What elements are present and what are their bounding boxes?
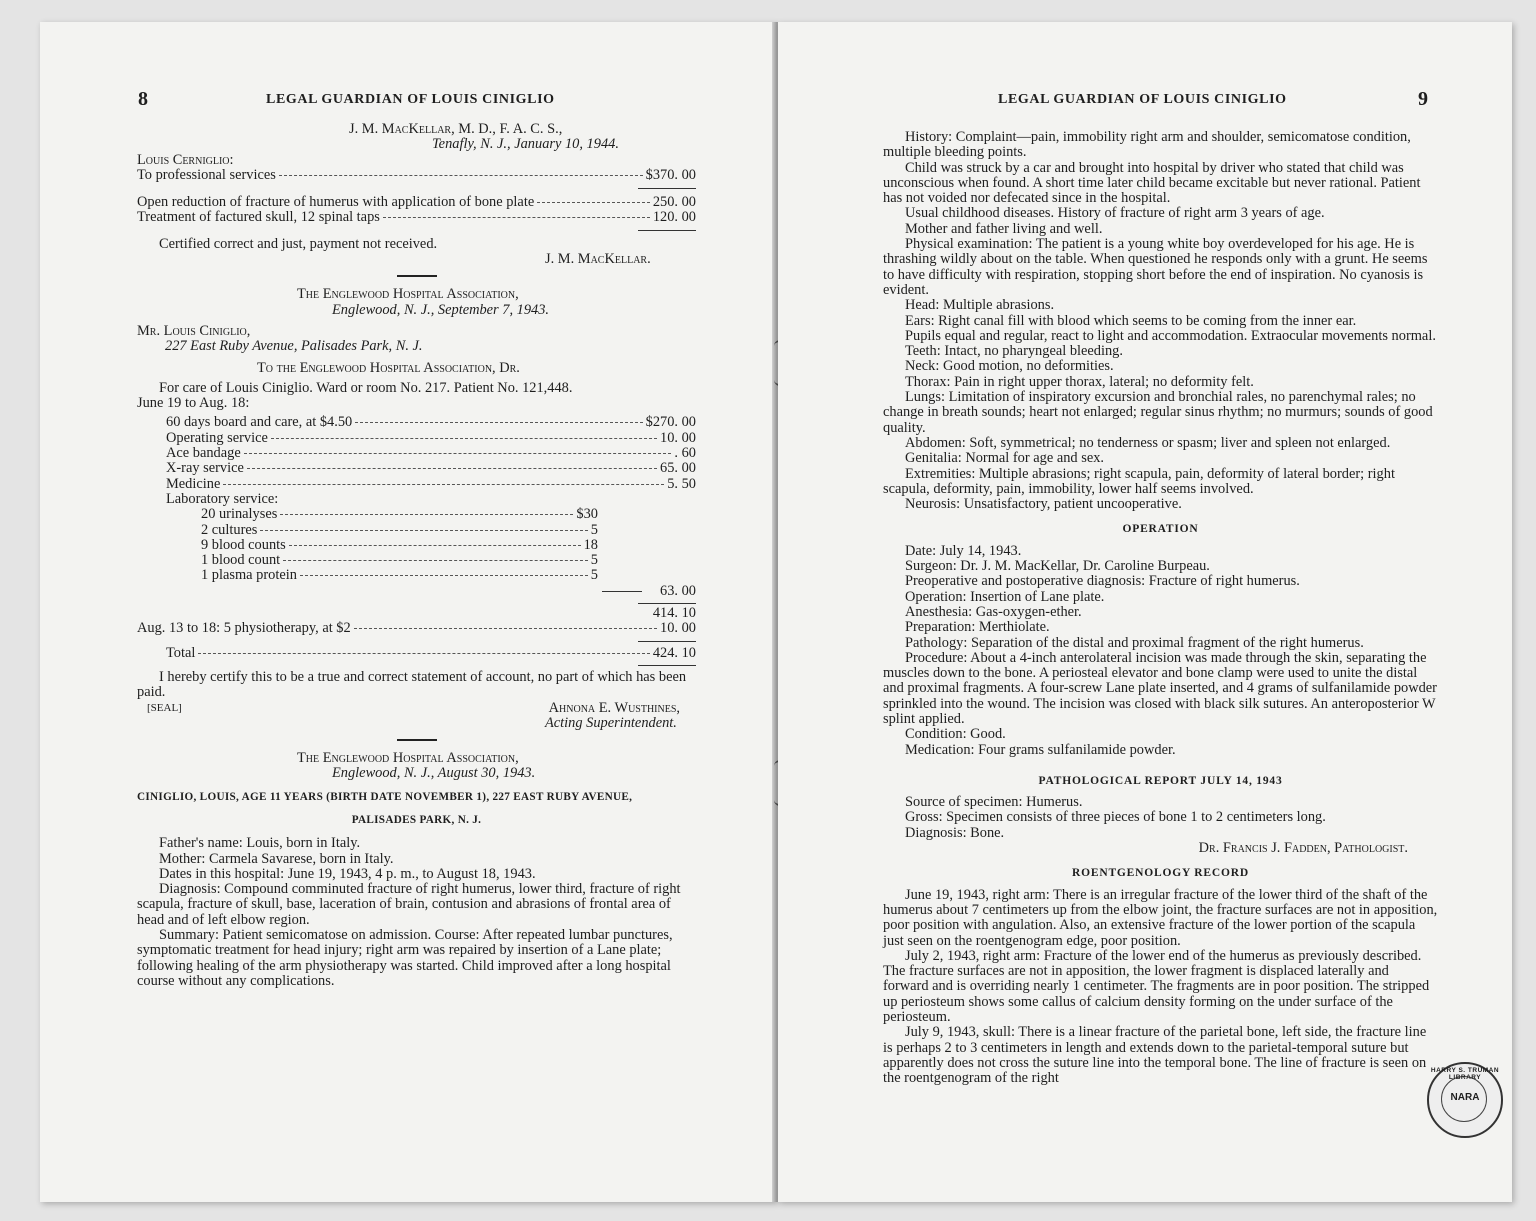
paragraph: History: Complaint—pain, immobility right arm and shoulder, semicomatose condition, multiple bleeding points. (883, 129, 1411, 161)
total-row: Total 424. 10 (166, 645, 696, 661)
roentgenology-heading: ROENTGENOLOGY RECORD (1072, 867, 1249, 880)
stamp-center-text: NARA (1450, 1092, 1480, 1103)
diagnosis: Diagnosis: Compound comminuted fracture of right humerus, lower third, fracture of right scapula, fracture of skull, base, laceration of brain, contusion and abrasions of frontal area of head and of left elbow region. (137, 881, 681, 928)
roentgenology-section (883, 888, 1438, 1087)
bill1-certified: Certified correct and just, payment not received. (159, 235, 438, 252)
lab-items (166, 507, 598, 583)
paragraph: Preoperative and postoperative diagnosis: Fracture of right humerus. (905, 573, 1300, 590)
bill2-addressee: Mr. Louis Ciniglio, (137, 322, 251, 339)
bill2-place-date: Englewood, N. J., September 7, 1943. (332, 301, 550, 318)
seal-row (137, 701, 696, 716)
lab-item: 1 plasma protein 5 (201, 568, 598, 584)
lab-total-row (166, 584, 696, 599)
right-column (883, 130, 1438, 1087)
paragraph: Child was struck by a car and brought into hospital by driver who stated that child was unconscious when found. A short time later child became excitable but never rational. Patient has not voided nor defecated since in the hospital. (883, 159, 1421, 207)
bill1-signature: J. M. MacKellar. (545, 251, 651, 268)
bill2-period: June 19 to Aug. 18: (137, 395, 250, 412)
paragraph: Condition: Good. (905, 726, 1006, 743)
paragraph: Preparation: Merthiolate. (905, 619, 1050, 636)
bill1-place-date: Tenafly, N. J., January 10, 1944. (432, 136, 619, 153)
paragraph: June 19, 1943, right arm: There is an irregular fracture of the lower third of the shaft of the humerus about 7 centimeters up from the elbow joint, the fracture surfaces are not in apposition, poor position with angulation. Also, an extensive fracture of the lower portion of the scapula just seen on the roentgenogram edge, poor position. (883, 886, 1438, 949)
pathologist: Dr. Francis J. Fadden, Pathologist. (1198, 840, 1408, 857)
paragraph: Teeth: Intact, no pharyngeal bleeding. (905, 343, 1123, 360)
paragraph: Source of specimen: Humerus. (905, 794, 1083, 811)
bill2-items (137, 415, 696, 599)
bill1-item: To professional services $370. 00 (137, 167, 696, 183)
lab-label: Laboratory service: (166, 490, 279, 507)
left-page (40, 22, 776, 1202)
bill2-item: Medicine 5. 50 (166, 476, 696, 492)
bill2-signer-title: Acting Superintendent. (545, 714, 677, 731)
operation-heading: OPERATION (1122, 523, 1199, 536)
bill2-signer: Ahnona E. Wusthines, (548, 699, 680, 716)
lab-item: 9 blood counts 18 (201, 537, 598, 553)
bill2-item: Ace bandage . 60 (166, 446, 696, 462)
paragraph: Mother and father living and well. (905, 220, 1103, 237)
bill2-to-line: To the Englewood Hospital Association, Dr. (257, 359, 520, 376)
running-header: LEGAL GUARDIAN OF LOUIS CINIGLIO (998, 92, 1287, 107)
bill1-to: Louis Cerniglio: (137, 151, 234, 168)
paragraph: Pathology: Separation of the distal and proximal fragment of the right humerus. (905, 634, 1364, 651)
divider (397, 739, 437, 741)
pathology-section (883, 795, 1438, 856)
right-page (778, 22, 1512, 1202)
paragraph: Ears: Right canal fill with blood which seems to be coming from the inner ear. (905, 312, 1357, 329)
lab-item: 20 urinalyses $30 (201, 507, 598, 523)
pathology-heading: PATHOLOGICAL REPORT JULY 14, 1943 (1038, 774, 1283, 787)
rule (638, 188, 696, 189)
paragraph: Abdomen: Soft, symmetrical; no tenderness or spasm; liver and spleen not enlarged. (905, 434, 1391, 451)
lab-item: 1 blood count 5 (201, 553, 598, 569)
paragraph: Head: Multiple abrasions. (905, 297, 1055, 314)
lab-total: 63. 00 (660, 582, 696, 599)
paragraph: Date: July 14, 1943. (905, 542, 1022, 559)
bill2-care-line: For care of Louis Ciniglio. Ward or room No. 217. Patient No. 121,448. (159, 379, 573, 396)
library-stamp-seal (1427, 1062, 1503, 1138)
bill1-item: Open reduction of fracture of humerus with application of bone plate 250. 00 (137, 195, 696, 211)
paragraph: Usual childhood diseases. History of fracture of right arm 3 years of age. (905, 205, 1325, 222)
bill2-item: X-ray service 65. 00 (166, 461, 696, 477)
summary-text: Summary: Patient semicomatose on admission. Course: After repeated lumbar punctures, symptomatic treatment for head injury; right arm was repaired by insertion of a Lane plate; following healing of the arm physiotherapy was started. Child improved after a long hospital course without any complications. (137, 927, 673, 989)
dates: Dates in this hospital: June 19, 1943, 4 p. m., to August 18, 1943. (159, 865, 536, 882)
rule (638, 641, 696, 642)
running-header: LEGAL GUARDIAN OF LOUIS CINIGLIO (266, 92, 555, 107)
paragraph: July 9, 1943, skull: There is a linear fracture of the parietal bone, left side, the fracture line is perhaps 2 to 3 centimeters in length and extends down to the parietal-temporal suture but apparently does not cross the suture line into the temporal bone. The line of fracture is seen on the roentgenogram of the right (883, 1024, 1427, 1087)
paragraph: Procedure: About a 4-inch anterolateral incision was made through the skin, separating the muscles down to the bone. A periosteal elevator and bone clamp were used to unite the distal and proximal fragments. A four-screw Lane plate inserted, and 4 grams of sulfanilamide powder sprinkled into the wound. The incision was closed with black silk sutures. An anteroposterior W splint applied. (883, 649, 1437, 727)
rule (638, 603, 696, 604)
rule (638, 230, 696, 231)
page-number: 9 (1418, 88, 1428, 110)
paragraph: Extremities: Multiple abrasions; right scapula, pain, deformity of lateral border; right scapula, deformity, pain, immobility, lower half seems involved. (883, 465, 1395, 497)
paragraph: Neurosis: Unsatisfactory, patient uncooperative. (905, 496, 1182, 513)
lab-item: 2 cultures 5 (201, 522, 598, 538)
bill2-address: 227 East Ruby Avenue, Palisades Park, N. J. (165, 338, 423, 355)
summary-letterhead: The Englewood Hospital Association, (297, 750, 519, 767)
paragraph: July 2, 1943, right arm: Fracture of the lower end of the humerus as previously described. The fracture surfaces are not in apposition, the lower fragment is displaced laterally and forward and is overriding nearly 1 centimeter. The fragments are in poor position. The stripped up periosteum shows some callus of calcium density forming on the under surface of the periosteum. (883, 947, 1430, 1026)
summary-caption: CINIGLIO, LOUIS, AGE 11 YEARS (BIRTH DATE NOVEMBER 1), 227 EAST RUBY AVENUE, (137, 790, 633, 803)
stamp-ring-text: HARRY S. TRUMAN LIBRARY (1430, 1067, 1500, 1081)
bill1-item: Treatment of factured skull, 12 spinal taps 120. 00 (137, 210, 696, 226)
bill1-letterhead: J. M. MacKellar, M. D., F. A. C. S., (349, 121, 563, 137)
father: Father's name: Louis, born in Italy. (159, 835, 361, 852)
summary-caption: PALISADES PARK, N. J. (351, 813, 482, 826)
seal: [SEAL] (147, 701, 182, 714)
divider (397, 275, 437, 277)
mother: Mother: Carmela Savarese, born in Italy. (159, 850, 394, 867)
paragraph: Physical examination: The patient is a young white boy overdeveloped for his age. He is thrashing wildly about on the table. When questioned he responds only with a grunt. He seems to have difficulty with respiration, stopping short before the end of inspiration. No cyanosis is evident. (883, 236, 1428, 298)
paragraph: Diagnosis: Bone. (905, 824, 1005, 841)
paragraph: Pupils equal and regular, react to light and accommodation. Extraocular movements normal. (905, 327, 1436, 344)
paragraph: Lungs: Limitation of inspiratory excursion and bronchial rales, no parenchymal rales; no change in breath sounds; heart not enlarged; regular sinus rhythm; no murmurs; sounds of good quality. (883, 389, 1433, 436)
paragraph: Genitalia: Normal for age and sex. (905, 450, 1104, 467)
rule (638, 665, 696, 666)
paragraph: Anesthesia: Gas-oxygen-ether. (905, 603, 1082, 620)
paragraph: Neck: Good motion, no deformities. (905, 358, 1114, 375)
history-section (883, 130, 1438, 512)
paragraph: Medication: Four grams sulfanilamide powder. (905, 741, 1176, 758)
paragraph: Gross: Specimen consists of three pieces of bone 1 to 2 centimeters long. (905, 809, 1326, 826)
bill2-item: 60 days board and care, at $4.50 $270. 00 (166, 415, 696, 431)
paragraph: Thorax: Pain in right upper thorax, lateral; no deformity felt. (905, 373, 1254, 390)
page-number: 8 (138, 88, 148, 110)
bill2-certify: I hereby certify this to be a true and correct statement of account, no part of which has been paid. (137, 668, 687, 701)
paragraph: Operation: Insertion of Lane plate. (905, 588, 1105, 605)
bill2-letterhead: The Englewood Hospital Association, (297, 286, 519, 303)
left-column (137, 122, 696, 989)
bill2-subtotal: 414. 10 (652, 605, 696, 622)
operation-section (883, 544, 1438, 758)
summary-place-date: Englewood, N. J., August 30, 1943. (332, 765, 536, 782)
physio-row: Aug. 13 to 18: 5 physiotherapy, at $2 10. 00 (137, 621, 696, 637)
paragraph: Surgeon: Dr. J. M. MacKellar, Dr. Caroline Burpeau. (905, 558, 1210, 575)
bill2-item: Operating service 10. 00 (166, 430, 696, 446)
